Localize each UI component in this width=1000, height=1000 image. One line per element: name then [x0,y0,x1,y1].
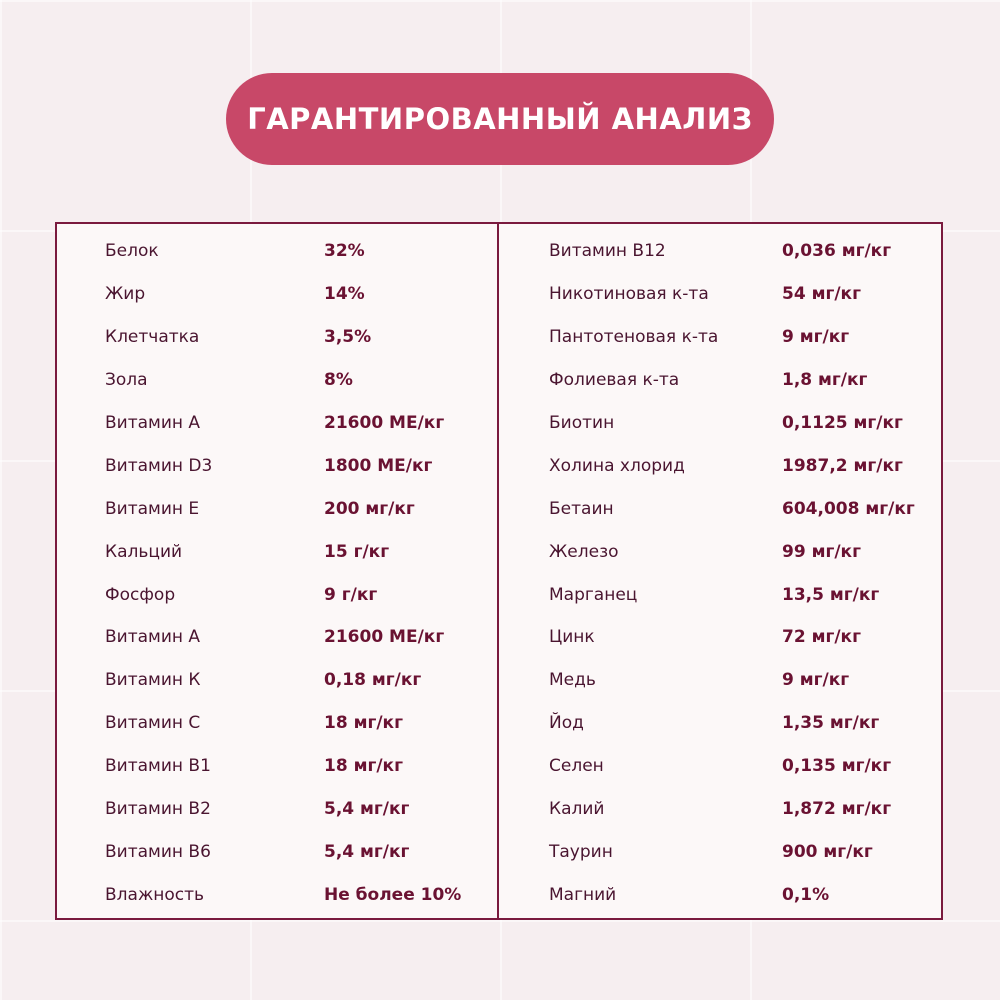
nutrient-value: 32% [324,241,365,262]
table-row [499,402,941,445]
nutrient-label: Цинк [549,627,595,648]
nutrient-label: Таурин [549,841,613,862]
table-row [57,487,497,530]
nutrient-label: Белок [105,241,159,262]
nutrient-value: 15 г/кг [324,541,390,562]
table-row [57,230,497,273]
nutrient-value: 1987,2 мг/кг [782,455,903,476]
nutrient-label: Холина хлорид [549,455,685,476]
table-row [57,745,497,788]
table-row [499,316,941,359]
table-row [499,702,941,745]
nutrient-value: 5,4 мг/кг [324,841,410,862]
table-row [57,830,497,873]
table-row [499,530,941,573]
nutrient-label: Клетчатка [105,327,200,348]
table-row [499,230,941,273]
nutrient-label: Витамин В2 [105,799,211,820]
table-row [57,702,497,745]
table-row [499,616,941,659]
nutrient-value: 9 мг/кг [782,670,850,691]
nutrient-label: Влажность [105,884,205,905]
nutrient-value: 0,135 мг/кг [782,756,892,777]
nutrient-label: Зола [105,370,148,391]
nutrient-value: 8% [324,370,353,391]
table-row [499,788,941,831]
nutrient-value: 5,4 мг/кг [324,799,410,820]
nutrient-value: 3,5% [324,327,372,348]
nutrient-value: 9 мг/кг [782,327,850,348]
table-row [499,359,941,402]
nutrient-value: 54 мг/кг [782,284,861,305]
nutrient-value: 99 мг/кг [782,541,861,562]
nutrient-label: Витамин А [105,627,201,648]
table-row [499,487,941,530]
nutrient-value: 18 мг/кг [324,756,403,777]
nutrient-label: Йод [549,713,584,734]
nutrient-value: 900 мг/кг [782,841,873,862]
nutrient-label: Витамин В12 [549,241,666,262]
table-row [499,273,941,316]
table-row [57,616,497,659]
table-row [57,573,497,616]
table-row [57,273,497,316]
analysis-table [55,222,943,920]
table-row [57,316,497,359]
nutrient-label: Витамин А [105,413,201,433]
table-row [57,359,497,402]
nutrient-value: 1800 МЕ/кг [324,455,433,476]
nutrient-label: Бетаин [549,498,614,519]
nutrient-label: Кальций [105,541,183,562]
nutrient-label: Медь [549,670,596,691]
nutrient-label: Селен [549,756,604,777]
nutrient-value: 18 мг/кг [324,713,403,734]
nutrient-value: 0,1125 мг/кг [782,413,903,433]
nutrient-label: Биотин [549,413,615,433]
table-row [57,873,497,916]
table-row [499,830,941,873]
table-row [499,745,941,788]
nutrient-label: Витамин D3 [105,455,213,476]
table-row [499,873,941,916]
nutrient-label: Витамин С [105,713,201,734]
nutrient-label: Пантотеновая к-та [549,327,719,348]
nutrient-label: Магний [549,884,617,905]
nutrient-label: Жир [105,284,146,305]
right-column [499,224,941,918]
nutrient-value: 200 мг/кг [324,498,415,519]
nutrient-label: Фосфор [105,584,176,605]
left-column [57,224,499,918]
nutrient-label: Фолиевая к-та [549,370,680,391]
nutrient-value: 0,036 мг/кг [782,241,892,262]
nutrient-label: Железо [549,541,619,562]
nutrient-value: 9 г/кг [324,584,378,605]
nutrient-label: Витамин Е [105,498,200,519]
table-row [499,444,941,487]
nutrient-value: 72 мг/кг [782,627,861,648]
nutrient-label: Калий [549,799,605,820]
table-row [57,788,497,831]
nutrient-label: Никотиновая к-та [549,284,709,305]
nutrient-value: 21600 МЕ/кг [324,413,445,433]
nutrient-label: Марганец [549,584,638,605]
table-row [57,659,497,702]
nutrient-value: 1,8 мг/кг [782,370,868,391]
table-row [57,444,497,487]
nutrient-value: 0,1% [782,884,830,905]
nutrient-label: Витамин В1 [105,756,211,777]
page-title: ГАРАНТИРОВАННЫЙ АНАЛИЗ [226,73,774,165]
table-row [499,659,941,702]
nutrient-value: 1,35 мг/кг [782,713,880,734]
nutrient-value: 1,872 мг/кг [782,799,892,820]
nutrient-value: 0,18 мг/кг [324,670,422,691]
table-row [499,573,941,616]
nutrient-label: Витамин В6 [105,841,211,862]
nutrient-value: 13,5 мг/кг [782,584,880,605]
table-row [57,402,497,445]
nutrient-value: Не более 10% [324,884,462,905]
nutrient-value: 604,008 мг/кг [782,498,915,519]
table-row [57,530,497,573]
nutrient-label: Витамин К [105,670,201,691]
nutrient-value: 14% [324,284,365,305]
nutrient-value: 21600 МЕ/кг [324,627,445,648]
